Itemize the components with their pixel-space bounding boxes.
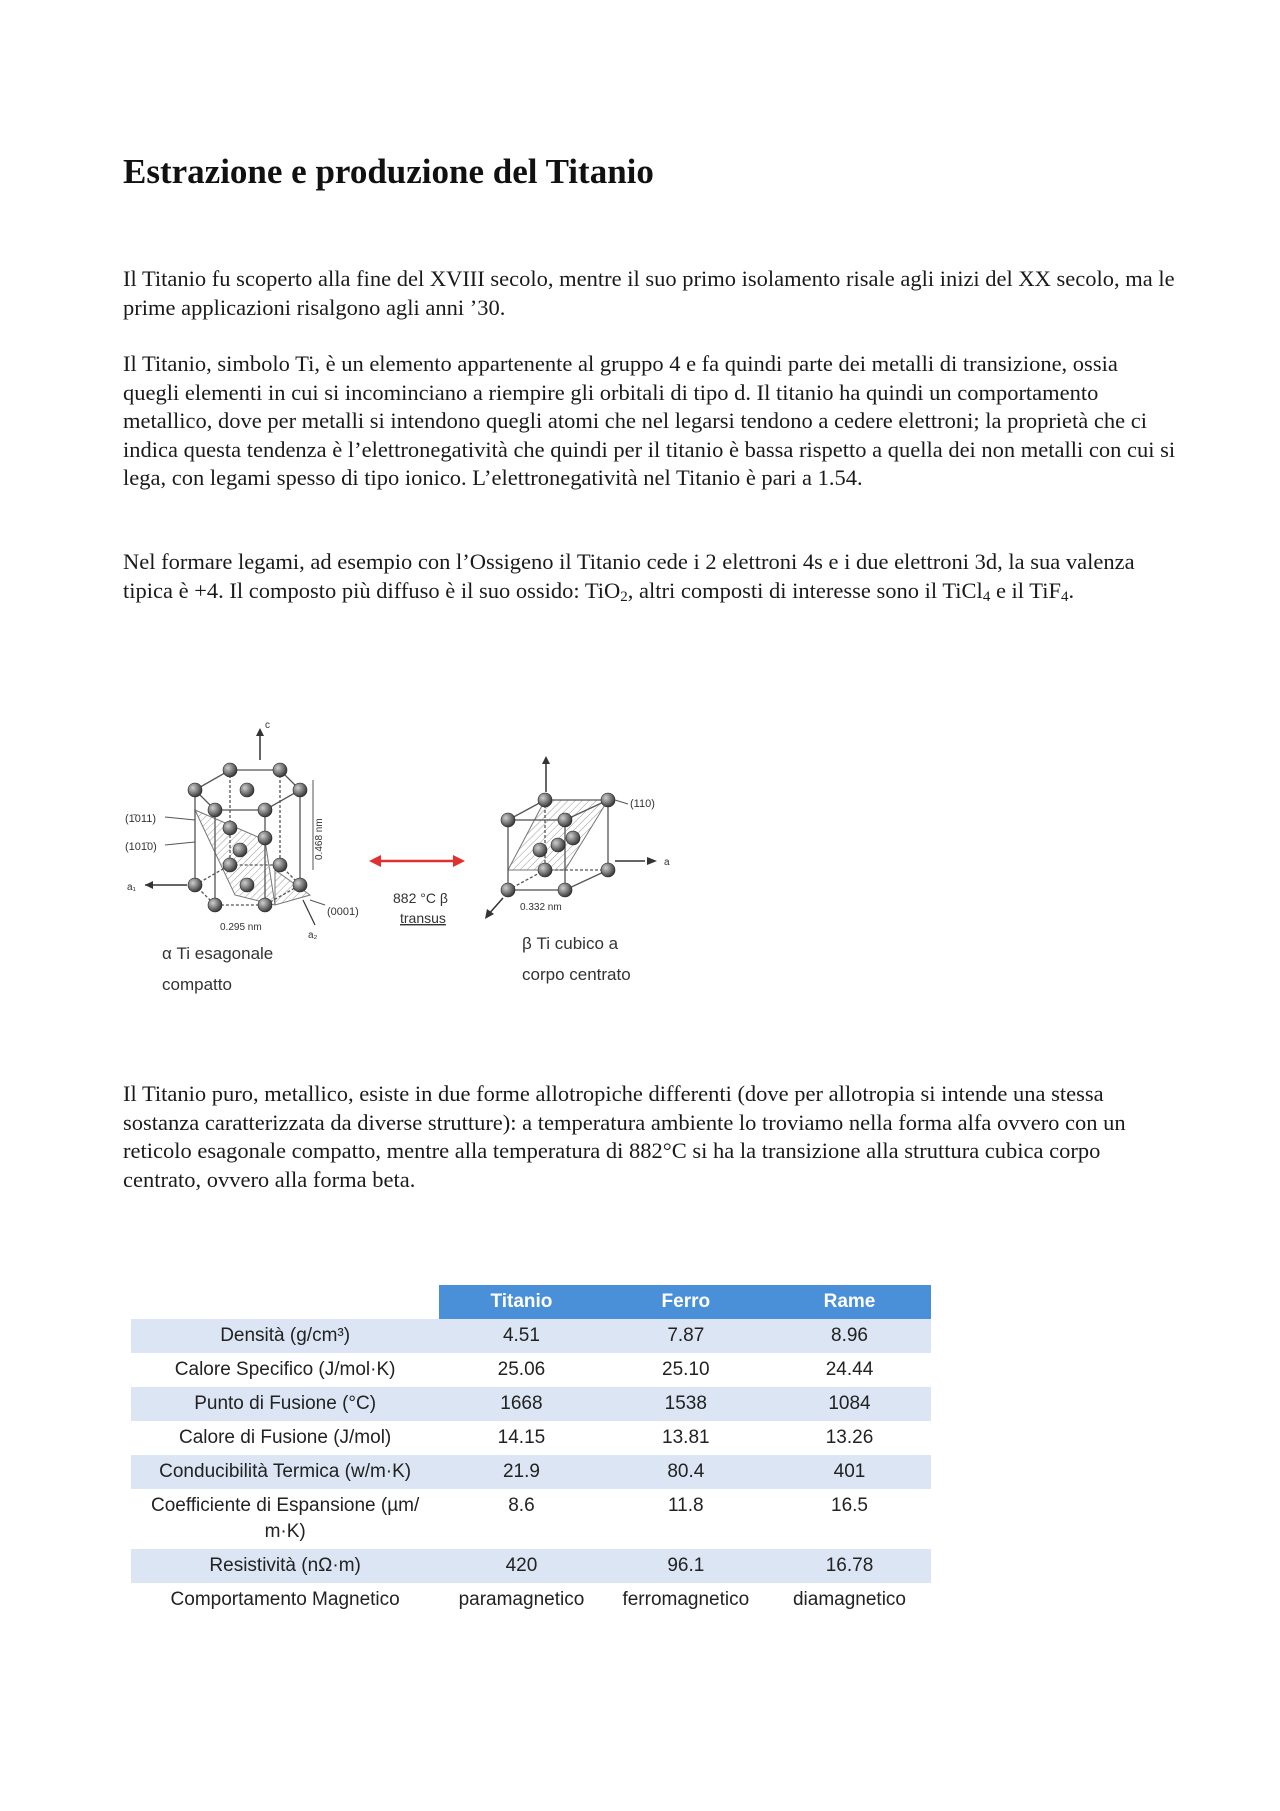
alpha-basal-label: (0001) — [327, 906, 359, 918]
table-header-row — [131, 1285, 931, 1319]
paragraph-allotropy: Il Titanio puro, metallico, esiste in due forme allotropiche differenti (dove per allotropia si intende una stessa sostanza caratterizzata da diverse strutture): a temperatura ambiente lo troviamo nella forma alfa ovvero con un reticolo esagonale compatto, mentre alla temperatura di 882°C si ha la transizione alla struttura cubica corpo centrato, ovvero alla forma beta. — [123, 1081, 1126, 1192]
alpha-a1-label: a₁ — [127, 882, 136, 893]
alpha-a2-label: a₂ — [308, 930, 318, 941]
table-row: Conducibilità Termica (w/m·K) 21.9 80.4 401 — [131, 1455, 931, 1489]
beta-a-label: 0.332 nm — [520, 902, 562, 913]
table-row: Densità (g/cm³) 4.51 7.87 8.96 — [131, 1319, 931, 1353]
alpha-caxis-label: c — [265, 720, 270, 731]
beta-plane-label: (110) — [630, 798, 655, 810]
beta-caption: β Ti cubico a corpo centrato — [522, 934, 631, 984]
table-row: Resistività (nΩ·m) 420 96.1 16.78 — [131, 1549, 931, 1583]
table-row: Comportamento Magnetico paramagnetico ferromagnetico diamagnetico — [131, 1583, 931, 1617]
beta-bcc-cell — [485, 756, 670, 919]
transus-label-line2: transus — [400, 910, 446, 926]
column-header-titanio: Titanio — [439, 1285, 603, 1319]
crystal-structure-figure — [125, 720, 685, 1020]
paragraph-history: Il Titanio fu scoperto alla fine del XVIII secolo, mentre il suo primo isolamento risale agli inizi del XX secolo, ma le prime applicazioni risalgono agli anni ’30. — [123, 266, 1175, 320]
alpha-a-label: 0.295 nm — [220, 922, 262, 933]
table-row: Coefficiente di Espansione (µm/ m·K) 8.6 11.8 16.5 — [131, 1489, 931, 1549]
page-title: Estrazione e produzione del Titanio — [123, 152, 654, 191]
table-row: Punto di Fusione (°C) 1668 1538 1084 — [131, 1387, 931, 1421]
column-header-rame: Rame — [768, 1285, 931, 1319]
table-row: Calore di Fusione (J/mol) 14.15 13.81 13.26 — [131, 1421, 931, 1455]
transus-arrow — [369, 855, 465, 926]
table-row: Calore Specifico (J/mol·K) 25.06 25.10 24.44 — [131, 1353, 931, 1387]
alpha-plane2-label: (101̄0) — [125, 841, 157, 853]
alpha-caption: α Ti esagonale compatto — [162, 944, 274, 994]
alpha-plane1-label: (1̄011) — [125, 813, 156, 825]
paragraph-bonds: Nel formare legami, ad esempio con l’Ossigeno il Titanio cede i 2 elettroni 4s e i due elettroni 3d, la sua valenza tipica è +4. Il composto più diffuso è il suo ossido: TiO$_2$, altri composti di interesse sono il TiCl$_4$ e il TiF$_4$. — [123, 549, 1135, 605]
column-header-ferro: Ferro — [604, 1285, 768, 1319]
paragraph-element: Il Titanio, simbolo Ti, è un elemento appartenente al gruppo 4 e fa quindi parte dei metalli di transizione, ossia quegli elementi in cui si incominciano a riempire gli orbitali di tipo d. Il titanio ha quindi un comportamento metallico, dove per metalli si intendono quegli atomi che nel legarsi tendono a cedere elettroni; la proprietà che ci indica questa tendenza è l’elettronegatività che quindi per il titanio è bassa rispetto a quella dei non metalli con cui si lega, con legami spesso di tipo ionico. L’elettronegatività nel Titanio è pari a 1.54. — [123, 351, 1176, 490]
alpha-c-label: 0.468 nm — [314, 818, 325, 860]
properties-table — [131, 1285, 931, 1617]
beta-axis-label: a — [664, 857, 670, 868]
alpha-hcp-cell — [125, 720, 359, 941]
transus-label-line1: 882 °C β — [393, 890, 448, 906]
